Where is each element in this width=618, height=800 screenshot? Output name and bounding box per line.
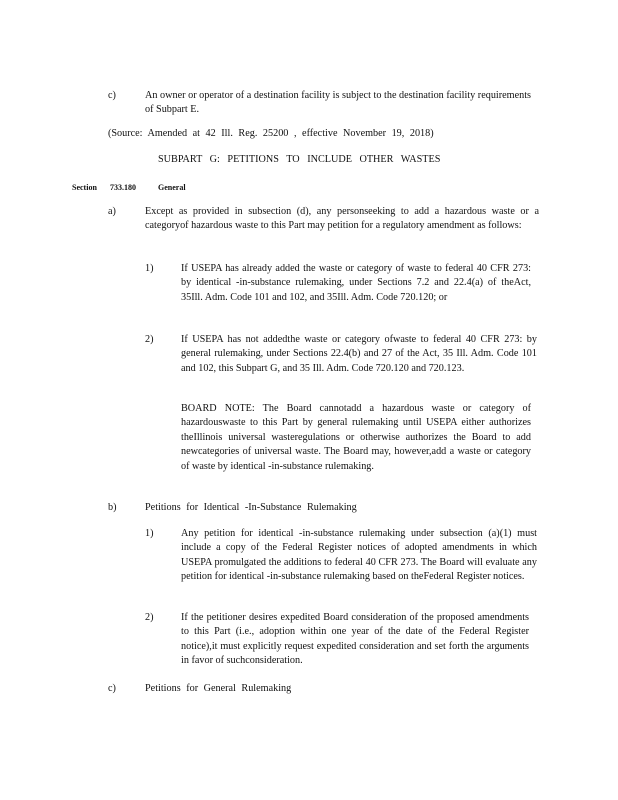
source-note: (Source: Amended at 42 Ill. Reg. 25200 , effective November 19, 2018)	[108, 128, 434, 139]
b-heading: Petitions for Identical -In-Substance Rulemaking	[145, 502, 357, 513]
board-note: BOARD NOTE: The Board cannotadd a hazardous waste or category of hazardouswaste to this Part by general rulemaking until USEPA either authorizes theIllinois universal wasteregulations or otherwise authorizes the Board to add newcategories of universal waste. The Board may, however,add a waste or category of waste by identical -in-substance rulemaking.	[181, 403, 531, 472]
a-item-1-label: 1)	[145, 263, 154, 274]
a-item-1-text: If USEPA has already added the waste or category of waste to federal 40 CFR 273: by identical -in-substance rulemaking, under Sections 7.2 and 22.4(a) of theAct, 35Ill. Adm. Code 101 and 102, and 35Ill. Adm. Code 720.120; or	[181, 263, 531, 303]
c-label: c)	[108, 683, 116, 694]
section-title: General	[158, 183, 186, 192]
b-label: b)	[108, 502, 117, 513]
c-top-label: c)	[108, 90, 116, 101]
a-item-2-label: 2)	[145, 334, 154, 345]
a-item-2-text: If USEPA has not addedthe waste or category ofwaste to federal 40 CFR 273: by general rulemaking, under Sections 22.4(b) and 27 of the Act, 35 Ill. Adm. Code 101 and 102, this Subpart G, and 35 Ill. Adm. Code 720.120 and 720.123.	[181, 334, 537, 374]
b-item-2-text: If the petitioner desires expedited Board consideration of the proposed amendments to this Part (i.e., adoption within one year of the date of the Federal Register notice),it must explicitly request expedited consideration and set forth the arguments in favor of suchconsideration.	[181, 612, 529, 667]
section-label: Section	[72, 183, 97, 192]
a-label: a)	[108, 206, 116, 217]
b-item-1-text: Any petition for identical -in-substance rulemaking under subsection (a)(1) must include a copy of the Federal Register notices of adopted amendments in which USEPA promulgated the additions to federal 40 CFR 273. The Board will evaluate any petition for identical -in-substance rulemaking based on theFederal Register notices.	[181, 528, 537, 583]
c-heading: Petitions for General Rulemaking	[145, 683, 292, 694]
c-top-text: An owner or operator of a destination facility is subject to the destination facility requirements of Subpart E.	[145, 90, 531, 116]
b-item-1-label: 1)	[145, 528, 154, 539]
section-number: 733.180	[110, 183, 136, 192]
subpart-heading: SUBPART G: PETITIONS TO INCLUDE OTHER WASTES	[158, 154, 441, 165]
b-item-2-label: 2)	[145, 612, 154, 623]
a-text: Except as provided in subsection (d), any personseeking to add a hazardous waste or a categoryof hazardous waste to this Part may petition for a regulatory amendment as follows:	[145, 206, 539, 232]
